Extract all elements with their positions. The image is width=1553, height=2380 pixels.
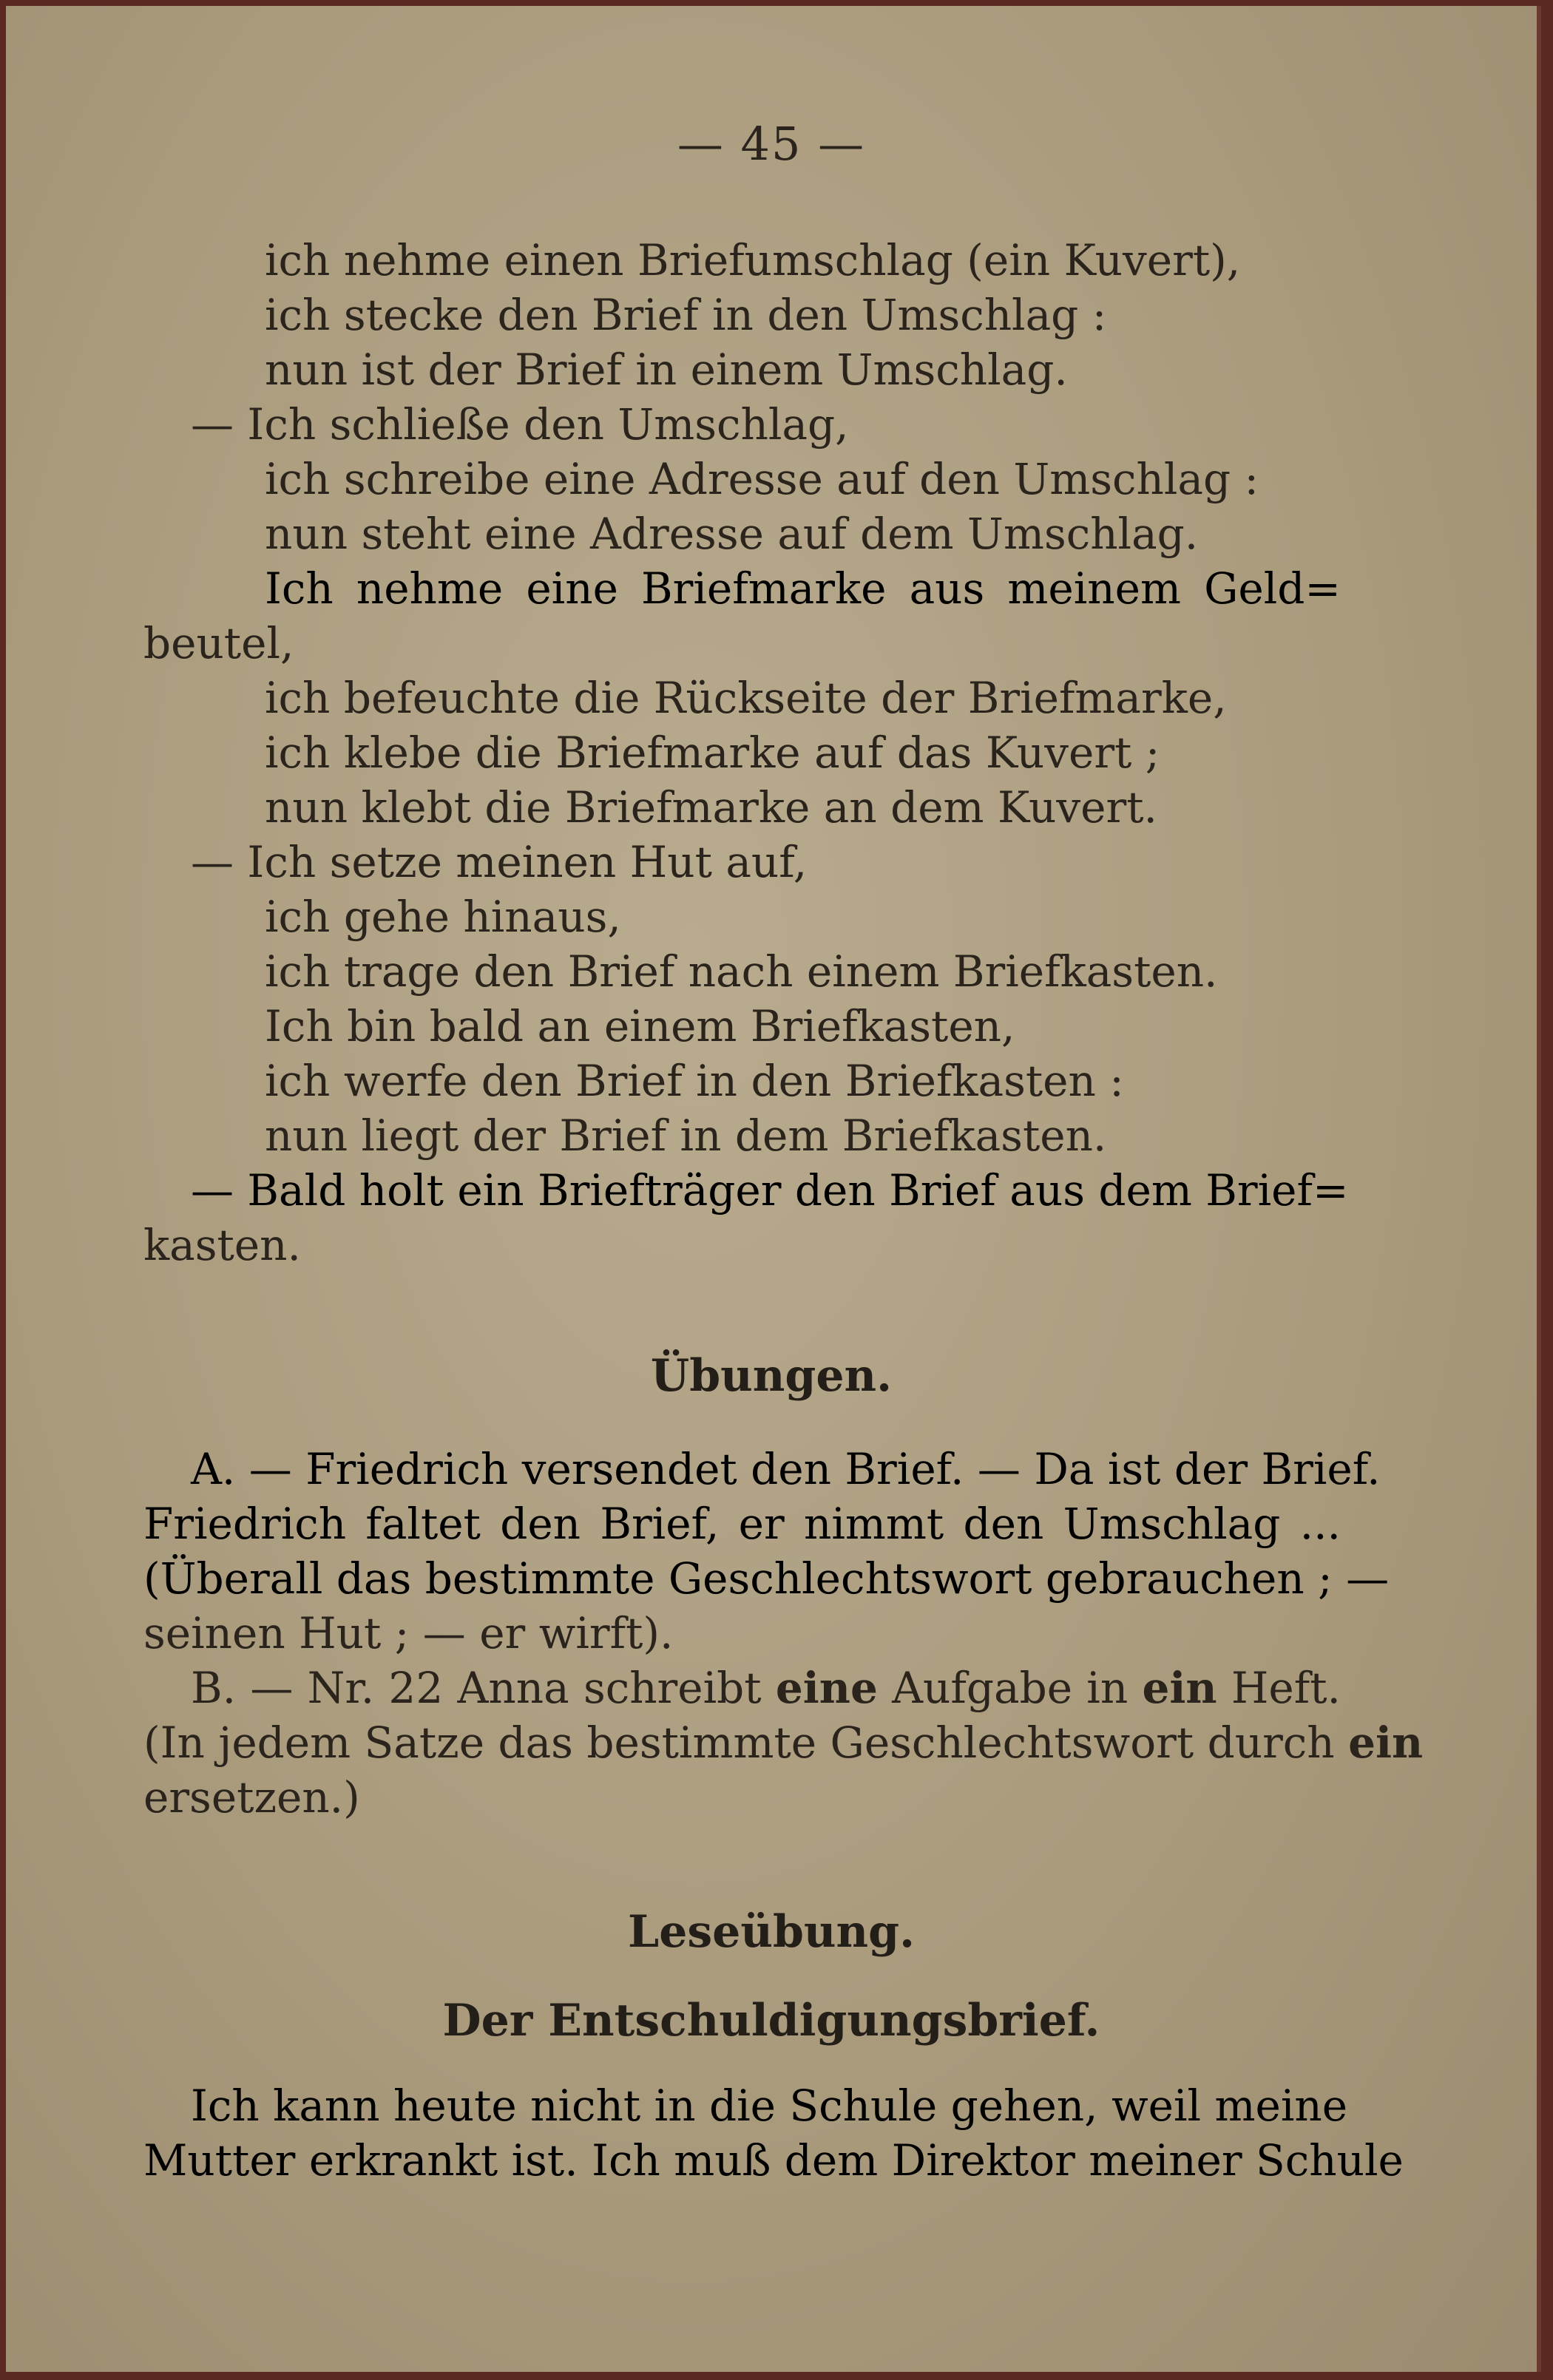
exercise-b-line: [143, 1716, 1424, 1769]
passage-line: beutel,: [143, 618, 294, 668]
book-page: [6, 6, 1541, 2372]
passage-line: nun liegt der Brief in dem Briefkasten.: [265, 1111, 1107, 1161]
exercise-b-line: ersetzen.): [143, 1772, 360, 1823]
exercise-a-line: seinen Hut ; — er wirft).: [143, 1608, 674, 1658]
exercises-heading: Übungen.: [650, 1350, 893, 1402]
exercise-b-bold-word: eine: [775, 1663, 878, 1713]
passage-line: nun klebt die Briefmarke an dem Kuvert.: [265, 782, 1157, 833]
passage-line: nun steht eine Adresse auf dem Umschlag.: [265, 509, 1199, 559]
reading-heading: Leseübung.: [628, 1906, 915, 1958]
passage-line: ich stecke den Brief in den Umschlag :: [265, 290, 1107, 340]
passage-line: — Bald holt ein Briefträger den Brief aus dem Brief=: [191, 1165, 1349, 1216]
passage-line: — Ich schließe den Umschlag,: [191, 399, 849, 450]
exercise-b-text: B. — Nr. 22 Anna schreibt: [191, 1663, 776, 1713]
exercise-b-bold-word: ein: [1348, 1718, 1424, 1768]
exercise-b-text: Heft.: [1217, 1663, 1341, 1713]
exercise-b-text: Aufgabe in: [877, 1663, 1143, 1713]
reading-line: Mutter erkrankt ist. Ich muß dem Direktor meiner Schule: [143, 2135, 1404, 2186]
passage-line: Ich nehme eine Briefmarke aus meinem Geld=: [265, 563, 1341, 614]
passage-line: ich befeuchte die Rückseite der Briefmarke,: [265, 673, 1227, 723]
passage-line: ich werfe den Brief in den Briefkasten :: [265, 1056, 1124, 1106]
exercise-a-line: Friedrich faltet den Brief, er nimmt den Umschlag ...: [143, 1499, 1341, 1549]
reading-line: Ich kann heute nicht in die Schule gehen, weil meine: [191, 2081, 1348, 2131]
passage-line: ich gehe hinaus,: [265, 892, 621, 942]
passage-line: ich trage den Brief nach einem Briefkasten.: [265, 946, 1218, 997]
exercise-b-line: [191, 1661, 1341, 1715]
passage-line: nun ist der Brief in einem Umschlag.: [265, 345, 1068, 395]
reading-subtitle: Der Entschuldigungsbrief.: [442, 1995, 1100, 2047]
exercise-a-line: (Überall das bestimmte Geschlechtswort gebrauchen ; —: [143, 1553, 1390, 1604]
exercise-b-bold-word: ein: [1142, 1663, 1217, 1713]
passage-line: ich klebe die Briefmarke auf das Kuvert ;: [265, 728, 1160, 778]
passage-line: — Ich setze meinen Hut auf,: [191, 837, 808, 887]
passage-line: Ich bin bald an einem Briefkasten,: [265, 1001, 1015, 1051]
exercise-a-line: A. — Friedrich versendet den Brief. — Da ist der Brief.: [191, 1444, 1381, 1494]
passage-line: ich schreibe eine Adresse auf den Umschlag :: [265, 454, 1259, 504]
passage-line: ich nehme einen Briefumschlag (ein Kuvert),: [265, 235, 1241, 285]
exercise-b-text: (In jedem Satze das bestimmte Geschlechtswort durch: [143, 1718, 1349, 1768]
page-number: — 45 —: [677, 117, 866, 171]
passage-line: kasten.: [143, 1220, 301, 1270]
